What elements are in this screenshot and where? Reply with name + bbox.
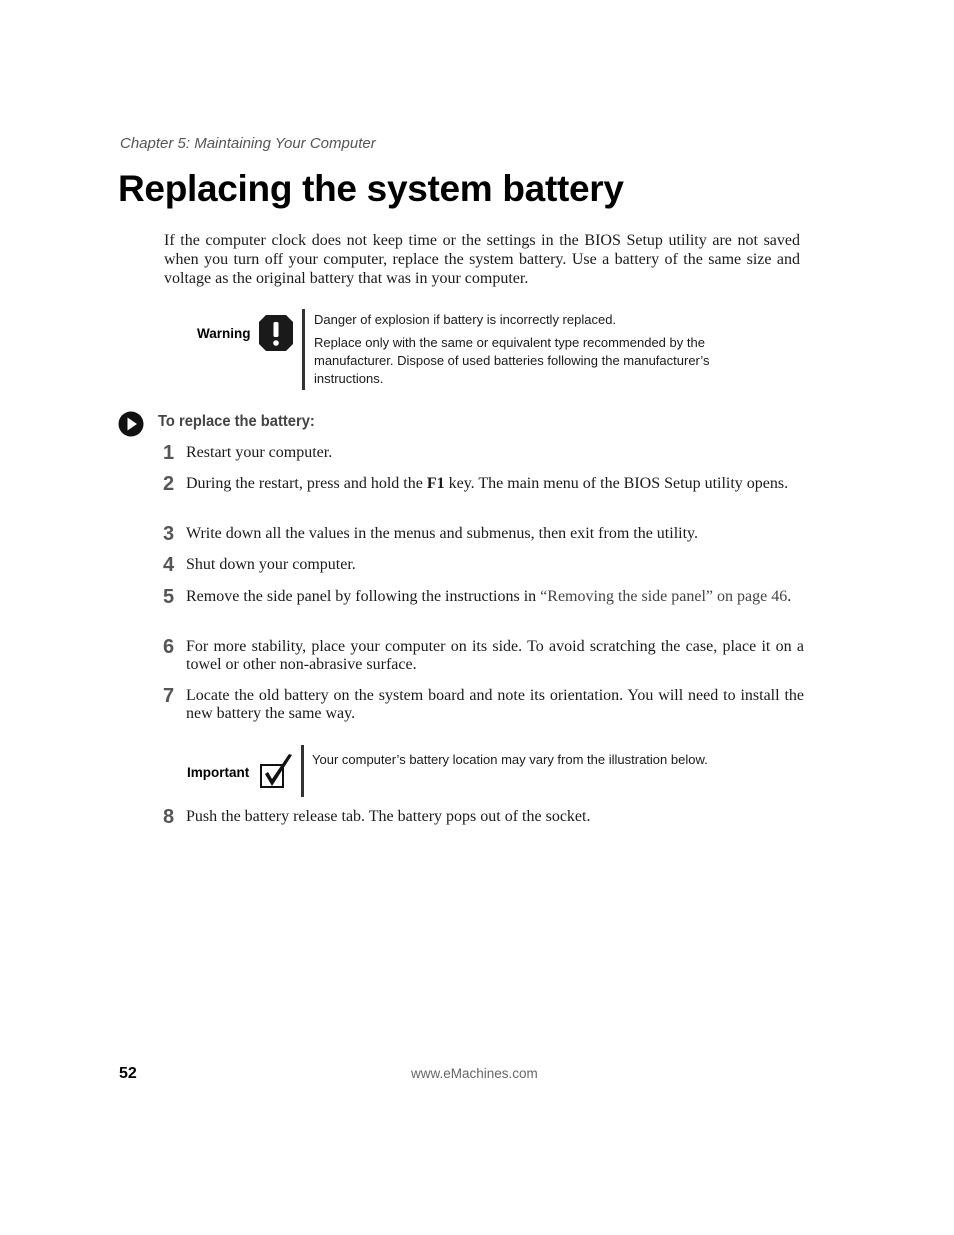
page-title: Replacing the system battery	[118, 168, 624, 209]
important-label: Important	[187, 765, 250, 780]
intro-paragraph: If the computer clock does not keep time or the settings in the BIOS Setup utility are not saved when you turn off your computer, replace the system battery. Use a battery of the same size and voltage as the original battery that was in your computer.	[164, 232, 800, 287]
key-f1: F1	[426, 475, 445, 492]
footer-url[interactable]: www.eMachines.com	[411, 1066, 538, 1081]
step-number: 6	[163, 636, 175, 658]
step-text: Restart your computer.	[186, 444, 333, 461]
step-number: 1	[163, 442, 175, 464]
step-number: 5	[163, 586, 175, 608]
step-text: Remove the side panel by following the instructions in “Removing the side panel” on page 46.	[186, 588, 792, 605]
arrow-circle-icon	[118, 411, 144, 437]
warning-line-2: Replace only with the same or equivalent type recommended by the manufacturer. Dispose of used batteries following the manufacturer’s instructions.	[314, 335, 710, 386]
step-number: 7	[163, 685, 175, 707]
step-text: Shut down your computer.	[186, 556, 356, 573]
warning-hand-icon	[257, 313, 295, 353]
checkmark-icon	[258, 752, 294, 792]
chapter-header: Chapter 5: Maintaining Your Computer	[120, 135, 376, 152]
procedure-heading: To replace the battery:	[158, 413, 315, 430]
step-text: Locate the old battery on the system board and note its orientation. You will need to install the new battery the same way.	[186, 687, 804, 722]
step-number: 8	[163, 806, 175, 828]
step-number: 3	[163, 523, 175, 545]
important-divider	[301, 745, 304, 797]
step-number: 2	[163, 473, 175, 495]
cross-reference-link[interactable]: “Removing the side panel” on page 46	[540, 588, 788, 605]
step-text: Push the battery release tab. The battery pops out of the socket.	[186, 808, 591, 825]
page-number: 52	[119, 1065, 137, 1082]
step-text: During the restart, press and hold the F1 key. The main menu of the BIOS Setup utility opens.	[186, 475, 789, 492]
step-text: Write down all the values in the menus and submenus, then exit from the utility.	[186, 525, 698, 542]
warning-text	[314, 311, 754, 388]
warning-line-1: Danger of explosion if battery is incorrectly replaced.	[314, 312, 617, 327]
step-number: 4	[163, 554, 175, 576]
step-text: For more stability, place your computer on its side. To avoid scratching the case, place it on a towel or other non-abrasive surface.	[186, 638, 804, 673]
important-text: Your computer’s battery location may vary from the illustration below.	[312, 752, 708, 767]
warning-divider	[302, 309, 305, 390]
warning-label: Warning	[197, 326, 251, 341]
